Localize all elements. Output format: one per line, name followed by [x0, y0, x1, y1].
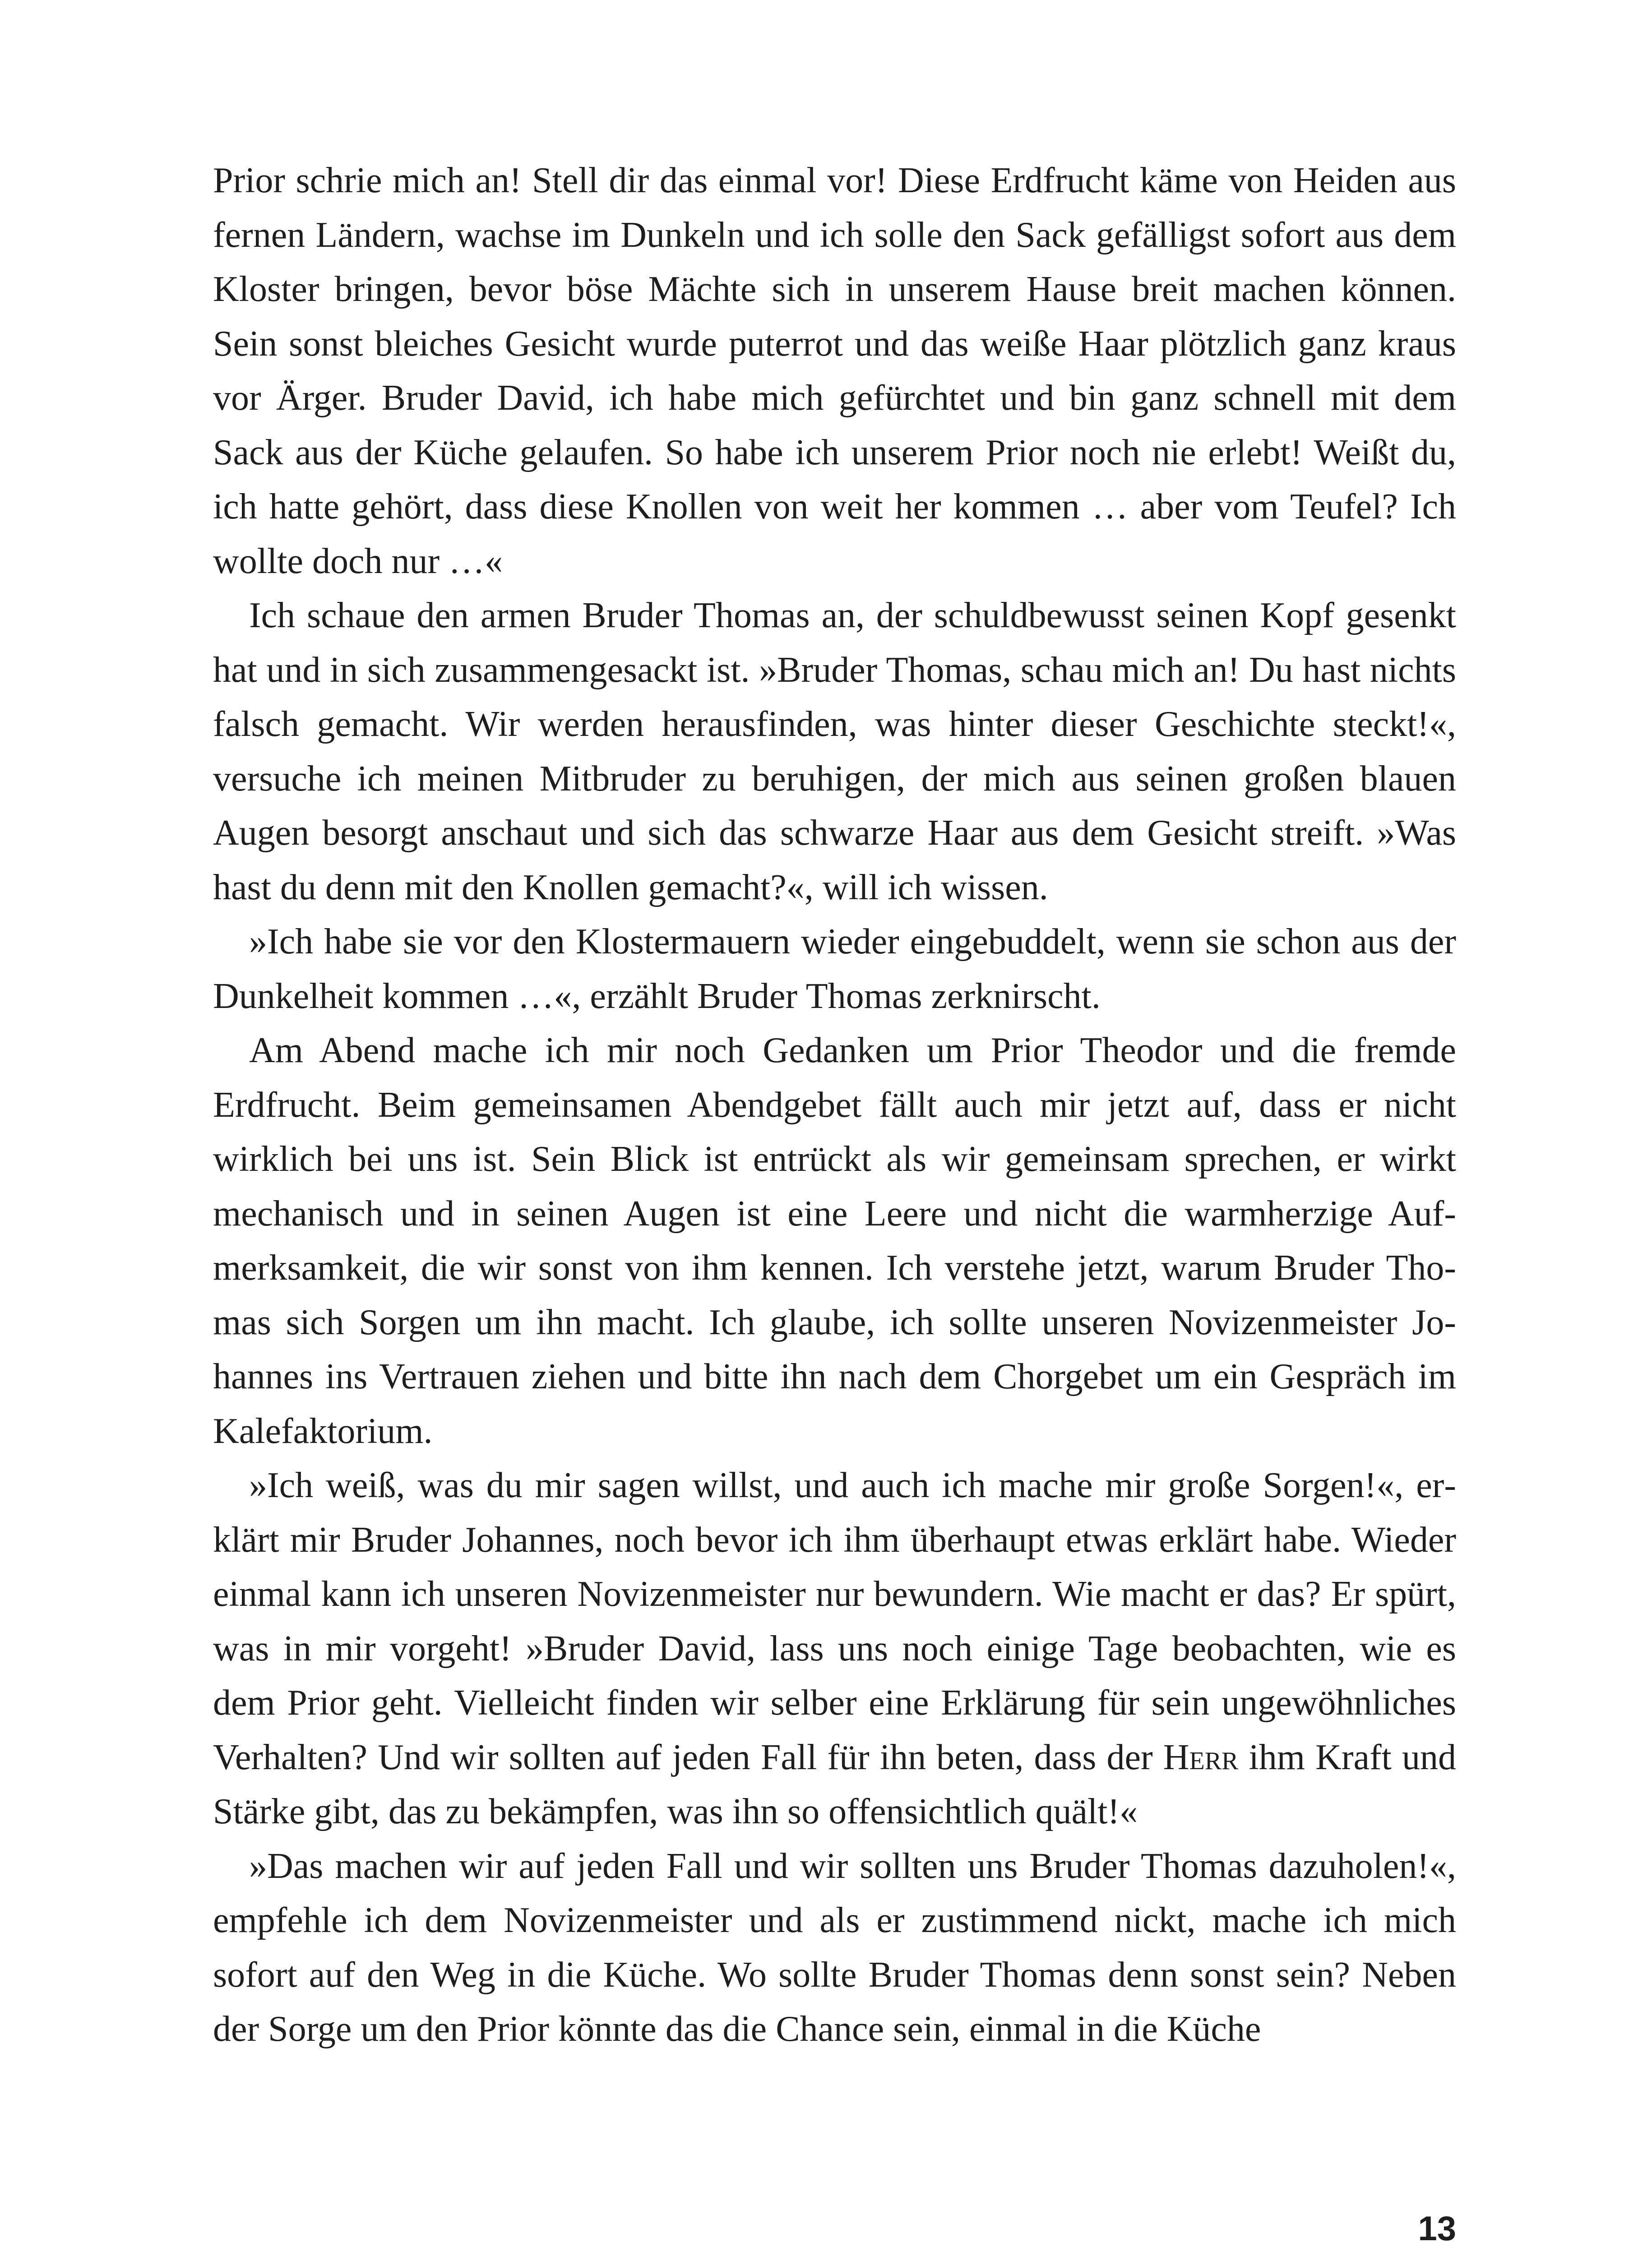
- paragraph: Ich schaue den armen Bruder Thomas an, der schuldbewusst seinen Kopf gesenkt hat und in sich zusammengesackt ist. »Bruder Thomas, schau mich an! Du hast nichts falsch gemacht. Wir werden herausfinden, was hinter dieser Geschichte steckt!«, versuche ich meinen Mitbruder zu beruhigen, der mich aus seinen großen blauen Augen besorgt anschaut und sich das schwarze Haar aus dem Gesicht streift. »Was hast du denn mit den Knollen gemacht?«, will ich wissen.: [213, 596, 1456, 907]
- paragraph-text: »Ich weiß, was du mir sagen willst, und auch ich mache mir große Sorgen!«, erklärt mir Bruder Johannes, noch bevor ich ihm überhaupt etwas erklärt habe. Wieder einmal kann ich unseren Novizenmeister nur bewundern. Wie macht er das? Er spürt, was in mir vorgeht! »Bruder David, lass uns noch einige Tage beobachten, wie es dem Prior geht. Vielleicht finden wir selber eine Erklärung für sein ungewöhnliches Verhalten? Und wir sollten auf jeden Fall für ihn beten, dass der: [213, 1465, 1456, 1777]
- body-text: [213, 153, 1456, 2057]
- divine-name-smallcaps: Herr: [1163, 1737, 1239, 1777]
- paragraph-text: ihm Kraft und Stärke gibt, das zu bekämpfen, was ihn so offensichtlich quält!«: [213, 1737, 1457, 1831]
- page-number: 13: [1418, 2210, 1456, 2248]
- paragraph: Am Abend mache ich mir noch Gedanken um Prior Theodor und die fremde Erdfrucht. Beim gemeinsamen Abendgebet fällt auch mir jetzt auf, dass er nicht wirklich bei uns ist. Sein Blick ist entrückt als wir gemeinsam sprechen, er wirkt mechanisch und in seinen Augen ist eine Leere und nicht die warmherzige Aufmerksamkeit, die wir sonst von ihm kennen. Ich verstehe jetzt, warum Bruder Thomas sich Sorgen um ihn macht. Ich glaube, ich sollte unseren Novizenmeister Johannes ins Vertrauen ziehen und bitte ihn nach dem Chorgebet um ein Gespräch im Kalefaktorium.: [213, 1031, 1456, 1451]
- paragraph: Prior schrie mich an! Stell dir das einmal vor! Diese Erdfrucht käme von Heiden aus fernen Ländern, wachse im Dunkeln und ich solle den Sack gefälligst sofort aus dem Kloster bringen, bevor böse Mächte sich in unserem Hause breit machen können. Sein sonst bleiches Gesicht wurde puterrot und das weiße Haar plötzlich ganz kraus vor Ärger. Bruder David, ich habe mich gefürchtet und bin ganz schnell mit dem Sack aus der Küche gelaufen. So habe ich unserem Prior noch nie erlebt! Weißt du, ich hatte gehört, dass diese Knollen von weit her kommen … aber vom Teufel? Ich wollte doch nur …«: [213, 161, 1456, 581]
- paragraph: »Ich habe sie vor den Klostermauern wieder eingebuddelt, wenn sie schon aus der Dunkelheit kommen …«, erzählt Bruder Thomas zerknirscht.: [213, 922, 1456, 1016]
- paragraph: »Das machen wir auf jeden Fall und wir sollten uns Bruder Thomas dazuholen!«, empfehle ich dem Novizenmeister und als er zustimmend nickt, mache ich mich sofort auf den Weg in die Küche. Wo sollte Bruder Thomas denn sonst sein? Neben der Sorge um den Prior könnte das die Chance sein, einmal in die Küche: [213, 1846, 1456, 2049]
- paragraph: [213, 1458, 1456, 1839]
